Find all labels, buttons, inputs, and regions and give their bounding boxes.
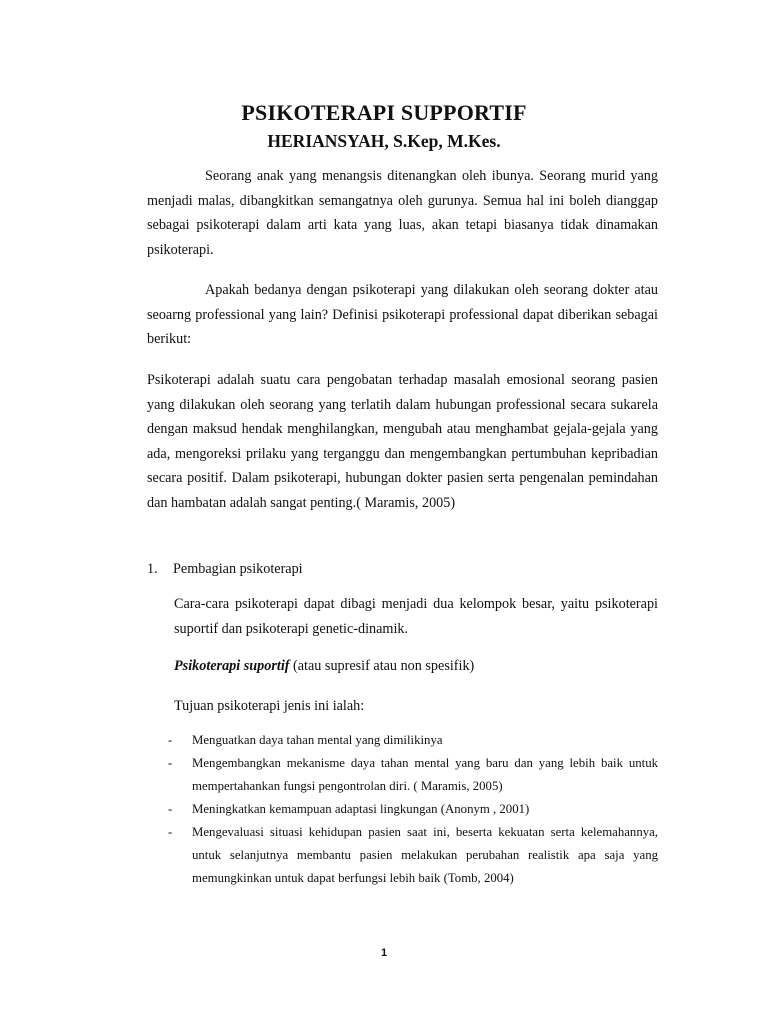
- list-item: [168, 798, 658, 821]
- list-item: [168, 729, 658, 752]
- term-line: [174, 654, 658, 679]
- section-heading-text: Pembagian psikoterapi: [173, 561, 303, 577]
- section-number: 1.: [147, 561, 158, 577]
- list-item: [168, 821, 658, 890]
- document-author: HERIANSYAH, S.Kep, M.Kes.: [267, 131, 501, 151]
- section-intro: Cara-cara psikoterapi dapat dibagi menjadi dua kelompok besar, yaitu psikoterapi suportif dan psikoterapi genetic-dinamik.: [174, 596, 658, 637]
- term-emphasis: Psikoterapi suportif: [174, 658, 290, 674]
- term-note: (atau supresif atau non spesifik): [289, 658, 475, 674]
- list-item: [168, 752, 658, 798]
- dash-bullet: -: [168, 825, 173, 839]
- document-title: PSIKOTERAPI SUPPORTIF: [241, 100, 527, 125]
- list-item-text: Mengevaluasi situasi kehidupan pasien saat ini, beserta kekuatan serta kelemahannya, untuk selanjutnya membantu pasien melakukan perubahan realistik apa saja yang memungkinkan untuk dapat berfungsi lebih baik (Tomb, 2004): [192, 825, 658, 885]
- aim-line: Tujuan psikoterapi jenis ini ialah:: [174, 698, 365, 714]
- list-item-text: Meningkatkan kemampuan adaptasi lingkungan (Anonym , 2001): [192, 802, 530, 816]
- list-item-text: Mengembangkan mekanisme daya tahan mental yang baru dan yang lebih baik untuk mempertahankan fungsi pengontrolan diri. ( Maramis, 2005): [192, 756, 658, 793]
- dash-bullet: -: [168, 802, 173, 816]
- paragraph-question: Apakah bedanya dengan psikoterapi yang dilakukan oleh seorang dokter atau seoarng professional yang lain? Definisi psikoterapi professional dapat diberikan sebagai berikut:: [147, 282, 658, 347]
- dash-bullet: -: [168, 733, 173, 747]
- dash-bullet: -: [168, 756, 173, 770]
- section-heading: [147, 557, 303, 582]
- list-item-text: Menguatkan daya tahan mental yang dimilikinya: [192, 733, 443, 747]
- aims-list: [168, 729, 658, 890]
- page-number: 1: [380, 947, 388, 959]
- paragraph-intro: Seorang anak yang menangsis ditenangkan oleh ibunya. Seorang murid yang menjadi malas, dibangkitkan semangatnya oleh gurunya. Semua hal ini boleh dianggap sebagai psikoterapi dalam arti kata yang luas, akan tetapi biasanya tidak dinamakan psikoterapi.: [147, 168, 658, 258]
- paragraph-definition: Psikoterapi adalah suatu cara pengobatan terhadap masalah emosional seorang pasien yang dilakukan oleh seorang yang terlatih dalam hubungan professional secara sukarela dengan maksud hendak menghilangkan, mengubah atau menghambat gejala-gejala yang ada, mengoreksi prilaku yang terganggu dan mengembangkan pertumbuhan kepribadian secara positif. Dalam psikoterapi, hubungan dokter pasien serta pengenalan pemindahan dan hambatan adalah sangat penting.( Maramis, 2005): [147, 372, 658, 511]
